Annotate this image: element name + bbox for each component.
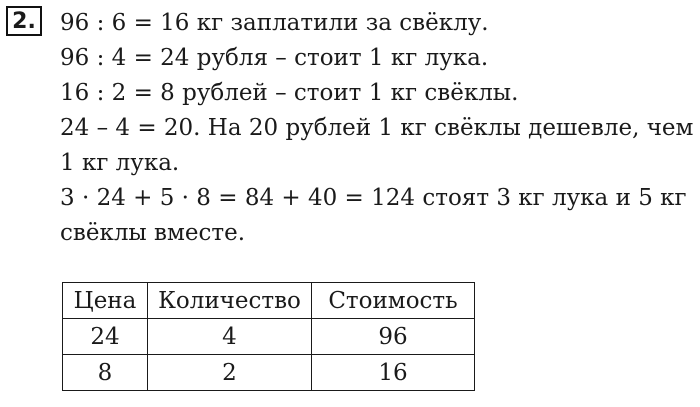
table-header-row <box>63 283 475 319</box>
cell-cost: 96 <box>312 319 475 355</box>
solution-line: 24 – 4 = 20. На 20 рублей 1 кг свёклы дешевле, чем <box>60 115 694 141</box>
header-price: Цена <box>63 283 148 319</box>
cell-cost: 16 <box>312 355 475 391</box>
solution-line: 3 · 24 + 5 · 8 = 84 + 40 = 124 стоят 3 кг лука и 5 кг <box>60 185 687 211</box>
cell-quantity: 2 <box>148 355 312 391</box>
solution-line: 96 : 6 = 16 кг заплатили за свёклу. <box>60 10 489 36</box>
solution-line: 1 кг лука. <box>60 150 180 176</box>
task-number-badge: 2. <box>6 6 42 36</box>
header-quantity: Количество <box>148 283 312 319</box>
cell-quantity: 4 <box>148 319 312 355</box>
cell-price: 24 <box>63 319 148 355</box>
solution-line: 96 : 4 = 24 рубля – стоит 1 кг лука. <box>60 45 489 71</box>
table-row <box>63 355 475 391</box>
solution-line: свёклы вместе. <box>60 220 246 246</box>
header-cost: Стоимость <box>312 283 475 319</box>
solution-line: 16 : 2 = 8 рублей – стоит 1 кг свёклы. <box>60 80 519 106</box>
cell-price: 8 <box>63 355 148 391</box>
price-table <box>62 282 475 391</box>
table-row <box>63 319 475 355</box>
